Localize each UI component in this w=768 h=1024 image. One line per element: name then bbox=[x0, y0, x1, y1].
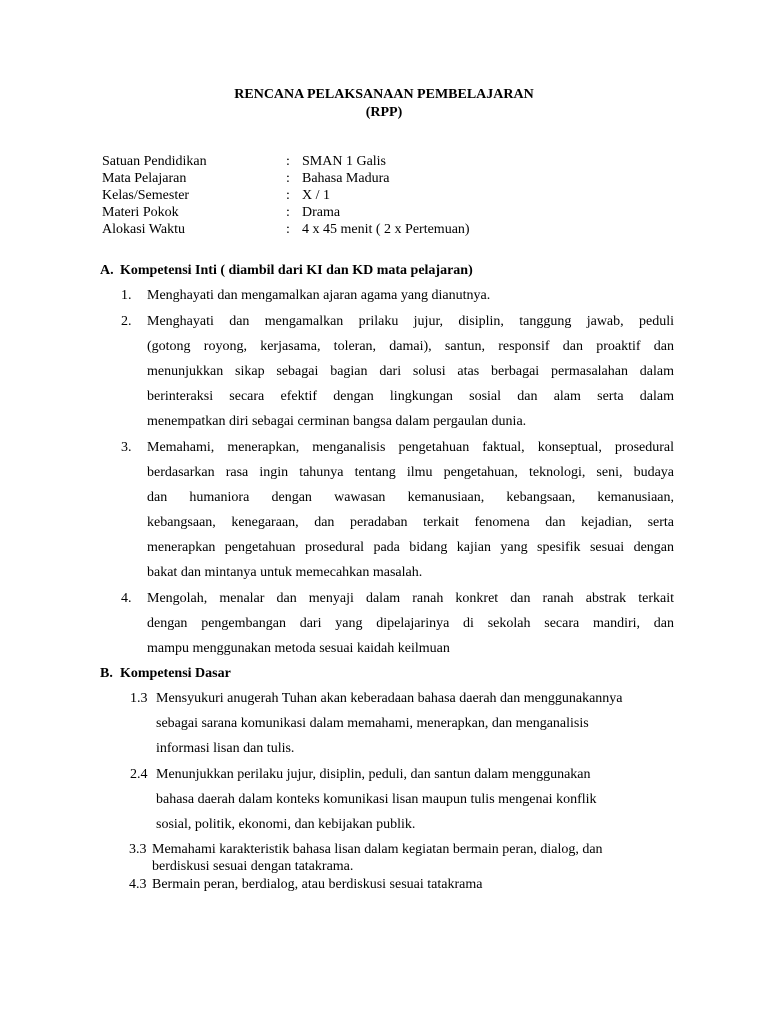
list-item-line: berdasarkan rasa ingin tahunya tentang ilmu pengetahuan, teknologi, seni, budaya bbox=[147, 465, 674, 480]
kd-line: Menunjukkan perilaku jujur, disiplin, peduli, dan santun dalam menggunakan bbox=[156, 767, 591, 782]
identity-label: Kelas/Semester bbox=[102, 188, 190, 203]
identity-value: 4 x 45 menit ( 2 x Pertemuan) bbox=[302, 222, 470, 237]
kd-line: informasi lisan dan tulis. bbox=[156, 741, 295, 756]
kd-line: bahasa daerah dalam konteks komunikasi lisan maupun tulis mengenai konflik bbox=[156, 792, 597, 807]
list-item-line: bakat dan mintanya untuk memecahkan masalah. bbox=[147, 565, 423, 580]
section-a-heading: Kompetensi Inti ( diambil dari KI dan KD mata pelajaran) bbox=[120, 263, 473, 278]
section-b-heading: Kompetensi Dasar bbox=[120, 666, 231, 681]
list-item-line: (gotong royong, kerjasama, toleran, damai), santun, responsif dan proaktif dan bbox=[147, 339, 674, 354]
kd-line: berdiskusi sesuai dengan tatakrama. bbox=[152, 859, 354, 874]
identity-colon: : bbox=[286, 205, 290, 220]
kd-line: sebagai sarana komunikasi dalam memahami, menerapkan, dan menganalisis bbox=[156, 716, 589, 731]
list-item-line: dan humaniora dengan wawasan kemanusiaan, kebangsaan, kemanusiaan, bbox=[147, 490, 674, 505]
kd-number: 4.3 bbox=[129, 877, 147, 892]
section-b-letter: B. bbox=[100, 666, 113, 681]
kd-line: Memahami karakteristik bahasa lisan dalam kegiatan bermain peran, dialog, dan bbox=[152, 842, 603, 857]
list-item-line: Menghayati dan mengamalkan prilaku jujur, disiplin, tanggung jawab, peduli bbox=[147, 314, 674, 329]
identity-value: Bahasa Madura bbox=[302, 171, 390, 186]
identity-colon: : bbox=[286, 188, 290, 203]
list-item-line: dengan pengembangan dari yang dipelajarinya di sekolah secara mandiri, dan bbox=[147, 616, 674, 631]
kd-number: 1.3 bbox=[130, 691, 148, 706]
kd-line: Mensyukuri anugerah Tuhan akan keberadaan bahasa daerah dan menggunakannya bbox=[156, 691, 623, 706]
identity-colon: : bbox=[286, 154, 290, 169]
identity-label: Materi Pokok bbox=[102, 205, 179, 220]
list-item-line: Memahami, menerapkan, menganalisis pengetahuan faktual, konseptual, prosedural bbox=[147, 440, 674, 455]
list-item-line: Mengolah, menalar dan menyaji dalam ranah konkret dan ranah abstrak terkait bbox=[147, 591, 674, 606]
kd-number: 2.4 bbox=[130, 767, 148, 782]
identity-value: X / 1 bbox=[302, 188, 330, 203]
identity-label: Satuan Pendidikan bbox=[102, 154, 207, 169]
list-item-line: kebangsaan, kenegaraan, dan peradaban terkait fenomena dan kejadian, serta bbox=[147, 515, 674, 530]
kd-line: sosial, politik, ekonomi, dan kebijakan publik. bbox=[156, 817, 416, 832]
list-item-line: menerapkan pengetahuan prosedural pada bidang kajian yang spesifik sesuai dengan bbox=[147, 540, 674, 555]
identity-label: Mata Pelajaran bbox=[102, 171, 187, 186]
list-item-number: 2. bbox=[121, 314, 132, 329]
document-title: RENCANA PELAKSANAAN PEMBELAJARAN bbox=[234, 87, 534, 102]
identity-value: SMAN 1 Galis bbox=[302, 154, 387, 169]
list-item-number: 4. bbox=[121, 591, 132, 606]
kd-number: 3.3 bbox=[129, 842, 147, 857]
list-item-line: mampu menggunakan metoda sesuai kaidah keilmuan bbox=[147, 641, 450, 656]
list-item-number: 3. bbox=[121, 440, 132, 455]
document-subtitle: (RPP) bbox=[365, 105, 403, 120]
kd-line: Bermain peran, berdialog, atau berdiskusi sesuai tatakrama bbox=[152, 877, 483, 892]
list-item-line: berinteraksi secara efektif dengan lingkungan sosial dan alam serta dalam bbox=[147, 389, 674, 404]
list-item-number: 1. bbox=[121, 288, 132, 303]
identity-colon: : bbox=[286, 222, 290, 237]
identity-colon: : bbox=[286, 171, 290, 186]
identity-label: Alokasi Waktu bbox=[102, 222, 185, 237]
identity-value: Drama bbox=[302, 205, 341, 220]
list-item-line: Menghayati dan mengamalkan ajaran agama yang dianutnya. bbox=[147, 288, 491, 303]
list-item-line: menunjukkan sikap sebagai bagian dari solusi atas berbagai permasalahan dalam bbox=[147, 364, 674, 379]
section-a-letter: A. bbox=[100, 263, 114, 278]
list-item-line: menempatkan diri sebagai cerminan bangsa dalam pergaulan dunia. bbox=[147, 414, 527, 429]
